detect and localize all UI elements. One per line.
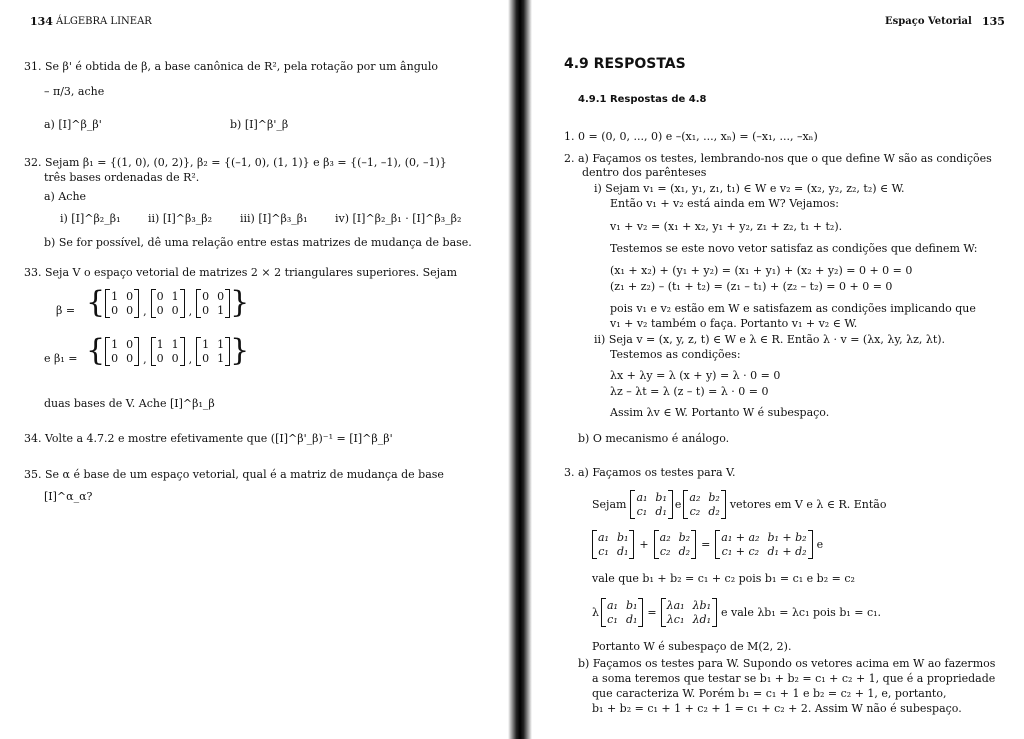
exercise-31-angle: – π/3, ache: [44, 85, 105, 98]
answer-3a-vectors: Sejam a₁ b₁ c₁ d₁ e a₂ b₂ c₂ d₂ vetores em V e λ ∈ R. Então: [592, 491, 887, 518]
answer-2a-i-conclusion: v₁ + v₂ também o faça. Portanto v₁ + v₂ ∈ W.: [610, 317, 858, 330]
answer-2a-i-eq2: (z₁ + z₂) – (t₁ + t₂) = (z₁ – t₁) + (z₂ – t₂) = 0 + 0 = 0: [610, 280, 893, 293]
answer-2a-i-sum: v₁ + v₂ = (x₁ + x₂, y₁ + y₂, z₁ + z₂, t₁ + t₂).: [610, 220, 843, 233]
beta-matrix-3: 0 0 0 1: [196, 289, 230, 318]
exercise-33-cont: duas bases de V. Ache [I]^β₁_β: [44, 397, 215, 410]
answer-2a-i: i) Sejam v₁ = (x₁, y₁, z₁, t₁) ∈ W e v₂ = (x₂, y₂, z₂, t₂) ∈ W.: [594, 182, 905, 195]
answer-2a-i-eq1: (x₁ + x₂) + (y₁ + y₂) = (x₁ + y₁) + (x₂ + y₂) = 0 + 0 = 0: [610, 264, 913, 277]
beta-matrix-2: 0 1 0 0: [151, 289, 185, 318]
answer-2a-i-2: Então v₁ + v₂ está ainda em W? Vejamos:: [610, 197, 840, 210]
exercise-31-b: b) [I]^β'_β: [230, 118, 289, 131]
answer-3b-3: que caracteriza W. Porém b₁ = c₁ + 1 e b₂ = c₂ + 1, e, portanto,: [592, 687, 947, 700]
exercise-31-a: a) [I]^β_β': [44, 118, 102, 131]
answer-3a-sum: a₁ b₁ c₁ d₁ + a₂ b₂ c₂ d₂ = a₁ + a₂ b₁ + b₂ c₁ + c₂ d₁ + d₂ e: [592, 530, 823, 559]
exercise-32: 32. Sejam β₁ = {(1, 0), (0, 2)}, β₂ = {(–1, 0), (1, 1)} e β₃ = {(–1, –1), (0, –1)}: [24, 156, 447, 169]
exercise-32-b: b) Se for possível, dê uma relação entre estas matrizes de mudança de base.: [44, 236, 472, 249]
answer-3a-conclusion: Portanto W é subespaço de M(2, 2).: [592, 640, 792, 653]
answer-3a-sum-note: vale que b₁ + b₂ = c₁ + c₂ pois b₁ = c₁ e b₂ = c₂: [592, 572, 855, 585]
beta1-label: e β₁ =: [44, 352, 78, 365]
answer-3a-scalar: λ a₁ b₁ c₁ d₁ = λa₁ λb₁ λc₁ λd₁ e vale λb₁ = λc₁ pois b₁ = c₁.: [592, 599, 882, 626]
answer-1: 1. 0 = (0, 0, ..., 0) e –(x₁, ..., xₙ) = (–x₁, ..., –xₙ): [564, 130, 818, 143]
answer-2a-ii-conclusion: Assim λv ∈ W. Portanto W é subespaço.: [610, 406, 830, 419]
beta1-matrix-2: 1 1 0 0: [151, 337, 185, 366]
beta-matrix-set: { 1 0 0 0 , 0 1 0 0 , 0 0 0 1 }: [86, 285, 250, 320]
exercise-35: 35. Se α é base de um espaço vetorial, qual é a matriz de mudança de base: [24, 468, 444, 481]
page-number: 134: [30, 15, 53, 28]
answer-2a-i-test: Testemos se este novo vetor satisfaz as condições que definem W:: [610, 242, 978, 255]
beta-label: β =: [56, 304, 76, 317]
answer-2a-ii-eq2: λz – λt = λ (z – t) = λ · 0 = 0: [610, 385, 769, 398]
exercise-32-iv: iv) [I]^β₂_β₁ · [I]^β₃_β₂: [335, 212, 462, 225]
book-spine: [508, 0, 532, 739]
beta-matrix-1: 1 0 0 0: [105, 289, 139, 318]
subsection-title: 4.9.1 Respostas de 4.8: [578, 94, 707, 105]
exercise-33: 33. Seja V o espaço vetorial de matrizes 2 × 2 triangulares superiores. Sejam: [24, 266, 458, 279]
beta1-matrix-3: 1 1 0 1: [196, 337, 230, 366]
matrix-scaled: λa₁ λb₁ λc₁ λd₁: [661, 598, 717, 627]
answer-3b-2: a soma teremos que testar se b₁ + b₂ = c₁ + c₂ + 1, que é a propriedade: [592, 672, 996, 685]
exercise-32-iii: iii) [I]^β₃_β₁: [240, 212, 308, 225]
answer-2a-ii-test: Testemos as condições:: [610, 348, 741, 361]
matrix-sum-result: a₁ + a₂ b₁ + b₂ c₁ + c₂ d₁ + d₂: [715, 530, 812, 559]
left-page: [0, 0, 510, 739]
matrix-m2: a₂ b₂ c₂ d₂: [683, 490, 725, 519]
section-title: 4.9 RESPOSTAS: [564, 56, 686, 72]
beta1-matrix-set: { 1 0 0 0 , 1 1 0 0 , 1 1 0 1 }: [86, 333, 250, 368]
exercise-31: 31. Se β' é obtida de β, a base canônica de R², pela rotação por um ângulo: [24, 60, 438, 73]
answer-3a: 3. a) Façamos os testes para V.: [564, 466, 736, 479]
exercise-35-cont: [I]^α_α?: [44, 490, 93, 503]
answer-3b: b) Façamos os testes para W. Supondo os vetores acima em W ao fazermos: [578, 657, 996, 670]
matrix-m1-sum: a₁ b₁ c₁ d₁: [592, 530, 634, 559]
exercise-32-i: i) [I]^β₂_β₁: [60, 212, 121, 225]
running-head: ÁLGEBRA LINEAR: [56, 16, 152, 27]
beta1-matrix-1: 1 0 0 0: [105, 337, 139, 366]
matrix-m2-sum: a₂ b₂ c₂ d₂: [654, 530, 696, 559]
answer-2a-ii: ii) Seja v = (x, y, z, t) ∈ W e λ ∈ R. Então λ · v = (λx, λy, λz, λt).: [594, 333, 946, 346]
matrix-m1: a₁ b₁ c₁ d₁: [630, 490, 672, 519]
exercise-34: 34. Volte a 4.7.2 e mostre efetivamente que ([I]^β'_β)⁻¹ = [I]^β_β': [24, 432, 393, 445]
page-number: 135: [982, 15, 1005, 28]
exercise-32-ii: ii) [I]^β₃_β₂: [148, 212, 213, 225]
answer-2a-i-since: pois v₁ e v₂ estão em W e satisfazem as condições implicando que: [610, 302, 976, 315]
answer-2a-cont: dentro dos parênteses: [582, 166, 707, 179]
answer-2b: b) O mecanismo é análogo.: [578, 432, 730, 445]
running-head: Espaço Vetorial: [885, 16, 972, 27]
answer-3b-4: b₁ + b₂ = c₁ + 1 + c₂ + 1 = c₁ + c₂ + 2. Assim W não é subespaço.: [592, 702, 962, 715]
answer-2a-ii-eq1: λx + λy = λ (x + y) = λ · 0 = 0: [610, 369, 781, 382]
exercise-32-cont: três bases ordenadas de R².: [44, 171, 200, 184]
right-page: [530, 0, 1024, 739]
matrix-m1-scalar: a₁ b₁ c₁ d₁: [601, 598, 643, 627]
exercise-32-a: a) Ache: [44, 190, 87, 203]
answer-2a: 2. a) Façamos os testes, lembrando-nos que o que define W são as condições: [564, 152, 992, 165]
